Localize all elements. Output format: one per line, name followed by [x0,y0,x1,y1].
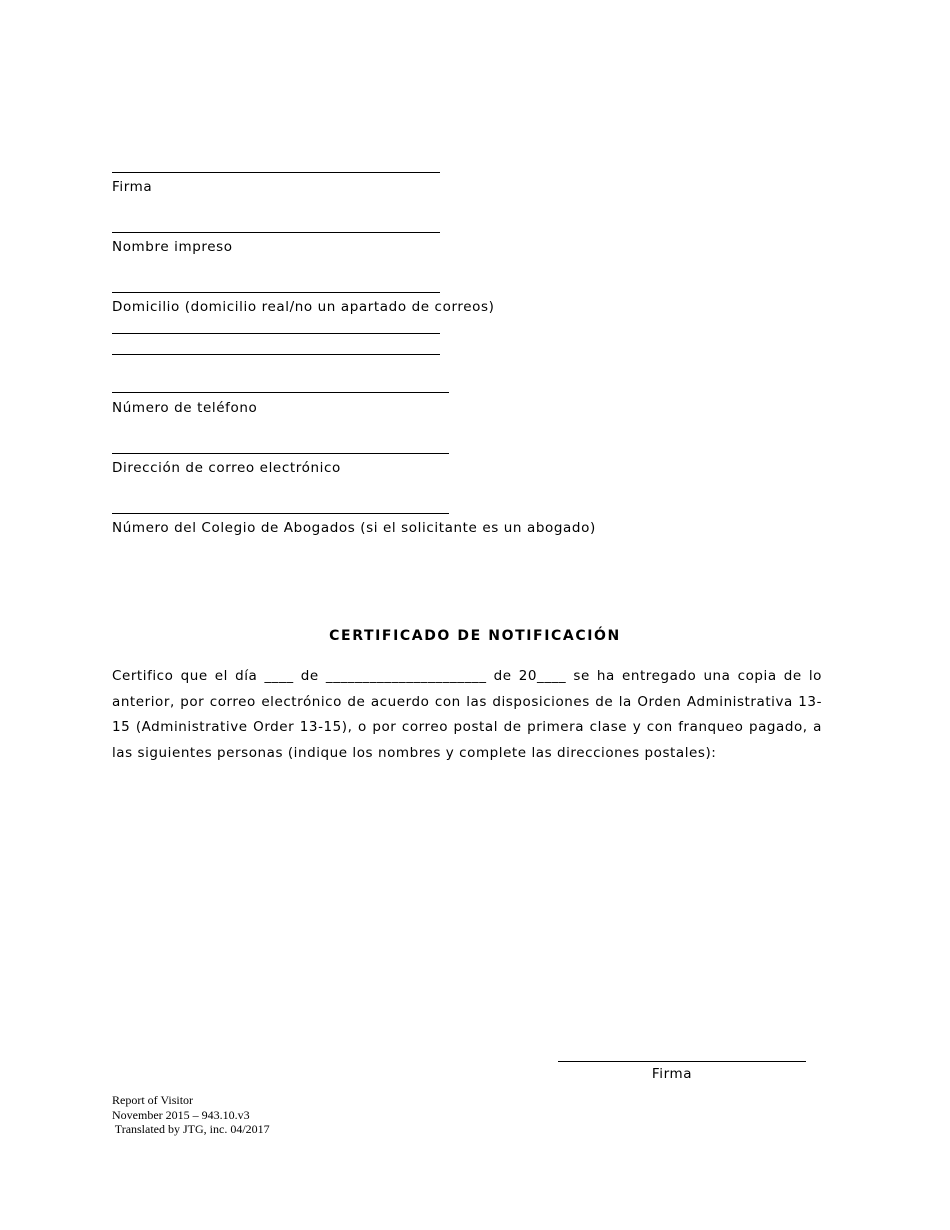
footer [112,1093,270,1137]
certificate-signature-label: Firma [651,1066,693,1082]
certificate-title: CERTIFICADO DE NOTIFICACIÓN [329,628,621,644]
colegio-label: Número del Colegio de Abogados (si el solicitante es un abogado) [112,520,596,536]
domicilio-blank-line[interactable] [112,292,440,293]
colegio-blank-line[interactable] [112,513,449,514]
footer-translation: Translated by JTG, inc. 04/2017 [112,1122,270,1136]
telefono-blank-line[interactable] [112,392,449,393]
nombre-label: Nombre impreso [112,239,233,255]
domicilio-label: Domicilio (domicilio real/no un apartado de correos) [112,299,495,315]
firma-label: Firma [112,179,153,195]
domicilio-extra-line-2[interactable] [112,354,440,355]
nombre-blank-line[interactable] [112,232,440,233]
footer-form-name: Report of Visitor [112,1093,194,1107]
telefono-label: Número de teléfono [112,400,258,416]
correo-label: Dirección de correo electrónico [112,460,341,476]
firma-blank-line[interactable] [112,172,440,173]
certificate-body: Certifico que el día ____ de ______________________ de 20____ se ha entregado una copia de lo anterior, por correo electrónico de acuerdo con las disposiciones de la Orden Administrativa 13-15 (Administrative Order 13-15), o por correo postal de primera clase y con franqueo pagado, a las siguientes personas (indique los nombres y complete las direcciones postales): [112,668,822,762]
footer-version: November 2015 – 943.10.v3 [112,1107,250,1122]
correo-blank-line[interactable] [112,453,449,454]
domicilio-extra-line-1[interactable] [112,333,440,334]
certificate-signature-line[interactable] [558,1061,806,1062]
